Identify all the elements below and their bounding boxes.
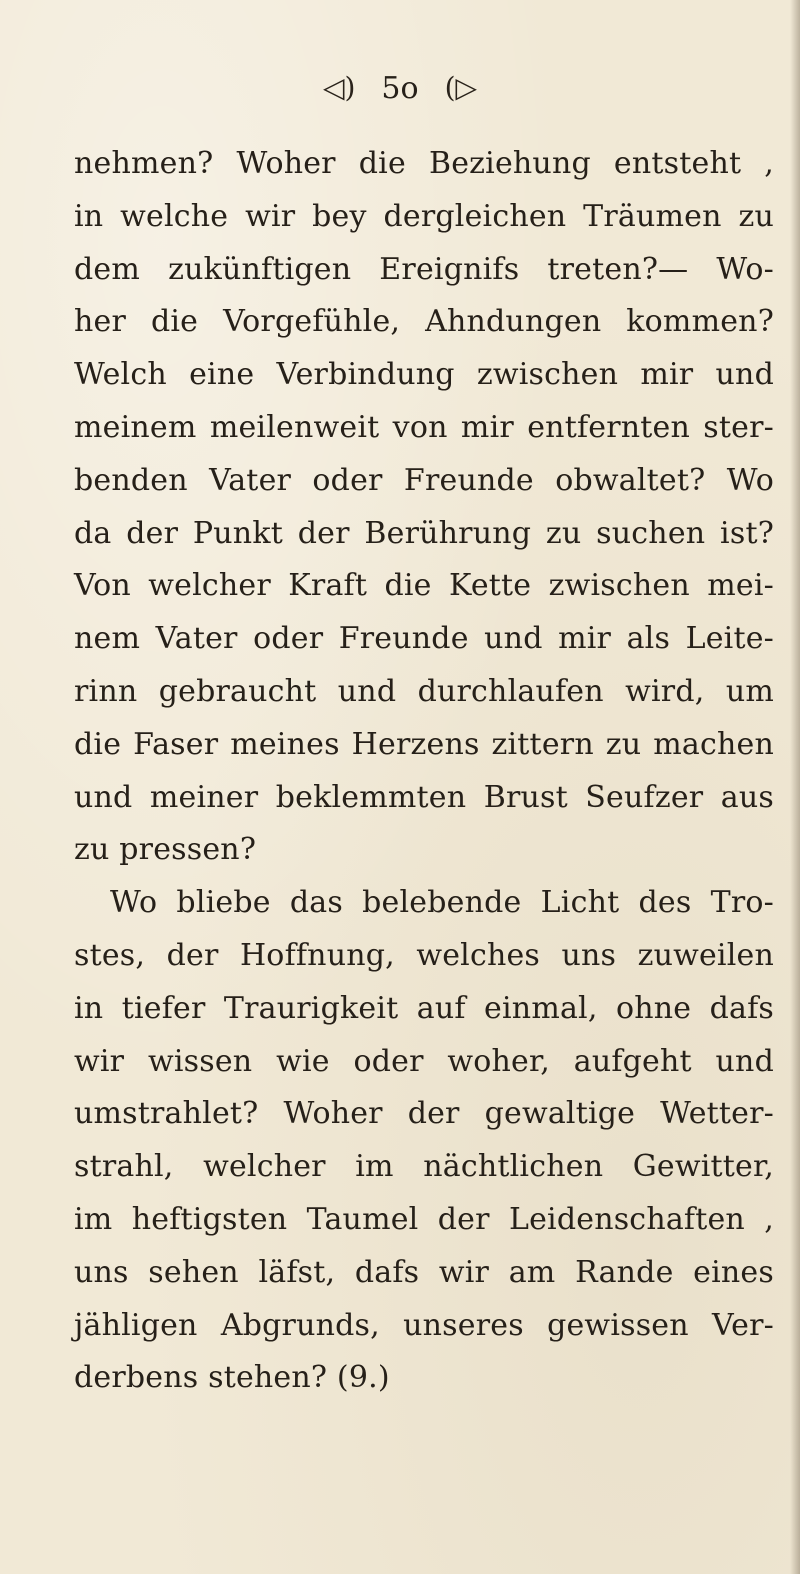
text-line: Von welcher Kraft die Kette zwischen mei- (74, 568, 774, 604)
text-line: wir wissen wie oder woher, aufgeht und (74, 1043, 774, 1079)
text-line: in tiefer Traurigkeit auf einmal, ohne dafs (74, 990, 774, 1026)
page-header (0, 58, 800, 118)
right-ornament-icon: (▷ (444, 71, 478, 104)
text-line: strahl, welcher im nächtlichen Gewitter, (74, 1149, 774, 1185)
page-number: 5o (381, 70, 419, 106)
text-line: benden Vater oder Freunde obwaltet? Wo (74, 462, 774, 498)
text-line: umstrahlet? Woher der gewaltige Wetter- (74, 1096, 774, 1132)
text-line: uns sehen läfst, dafs wir am Rande eines (74, 1254, 774, 1290)
text-line: stes, der Hoffnung, welches uns zuweilen (74, 937, 774, 973)
text-line: in welche wir bey dergleichen Träumen zu (74, 198, 774, 234)
text-line: derbens stehen? (9.) (74, 1360, 390, 1396)
text-line: Welch eine Verbindung zwischen mir und (74, 357, 774, 393)
text-line: nem Vater oder Freunde und mir als Leite- (74, 621, 774, 657)
text-line: die Faser meines Herzens zittern zu machen (74, 726, 774, 762)
text-line: jähligen Abgrunds, unseres gewissen Ver- (74, 1307, 774, 1343)
text-line: Wo bliebe das belebende Licht des Tro- (110, 885, 774, 921)
text-line: her die Vorgefühle, Ahndungen kommen? (74, 304, 774, 340)
text-line: meinem meilenweit von mir entfernten ster- (74, 409, 774, 445)
page-edge-shadow (790, 0, 800, 1574)
left-ornament-icon: ◁) (322, 71, 356, 104)
text-line: dem zukünftigen Ereignifs treten?— Wo- (74, 251, 774, 287)
body-text (74, 138, 774, 1405)
text-line: im heftigsten Taumel der Leidenschaften , (74, 1201, 774, 1237)
text-line: rinn gebraucht und durchlaufen wird, um (74, 673, 774, 709)
text-line: da der Punkt der Berührung zu suchen ist? (74, 515, 774, 551)
text-line: nehmen? Woher die Beziehung entsteht , (74, 146, 774, 181)
text-line: zu pressen? (74, 832, 257, 868)
text-line: und meiner beklemmten Brust Seufzer aus (74, 779, 774, 815)
